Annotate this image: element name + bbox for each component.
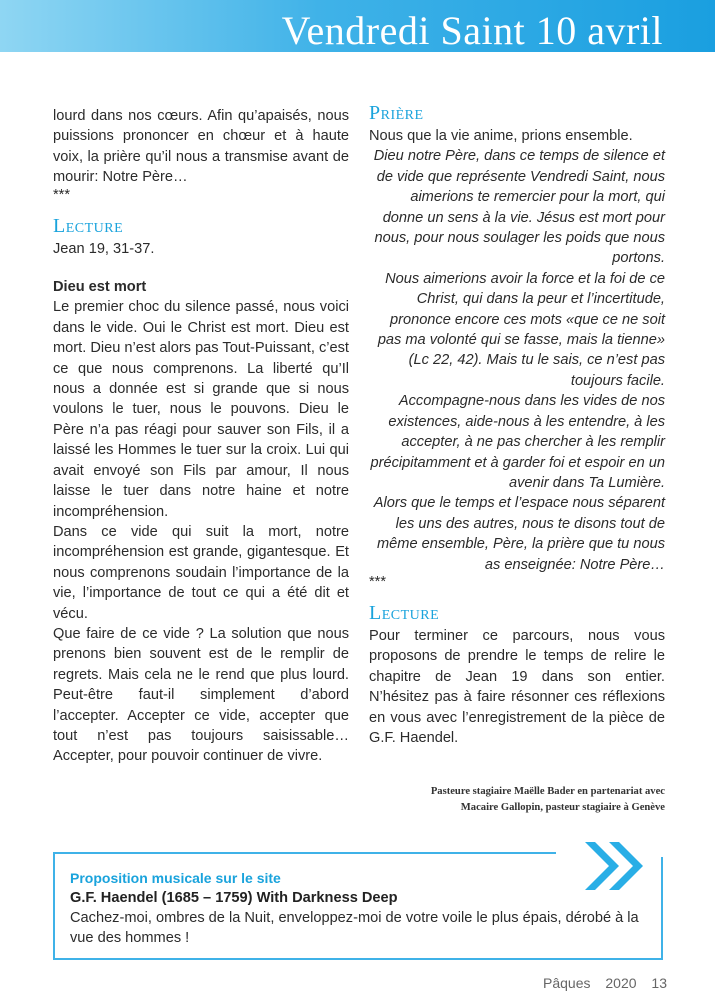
left-column — [53, 106, 349, 767]
chevron-shapes — [583, 838, 653, 894]
lecture-paragraph: Pour terminer ce parcours, nous vous proposons de prendre le temps de relire le chapitre de Jean 19 dans son entier. N’hésitez pas à faire résonner ces réflexions en vous avec l’enregistrement de la pièce de G.F. Haendel. — [369, 627, 665, 746]
body-paragraph: Dans ce vide qui suit la mort, notre incompréhension est grande, gigantesque. Et nous comprenons soudain l’importance de la vie, l’importance de tout ce qui a été dit et vécu. — [53, 523, 349, 622]
lecture-reference: Jean 19, 31-37. — [53, 240, 155, 257]
credit-line: Pasteure stagiaire Maëlle Bader en partenariat avec — [430, 786, 665, 797]
priere-heading: Prière — [369, 102, 424, 124]
separator: *** — [53, 186, 71, 203]
credit-line: Macaire Gallopin, pasteur stagiaire à Genève — [460, 802, 665, 813]
author-credit — [335, 784, 665, 816]
page-footer — [532, 975, 667, 991]
prayer-paragraph: Dieu notre Père, dans ce temps de silence et de vide que représente Vendredi Saint, nous aimerions te remercier pour la mort, qui donne un sens à la vie. Jésus est mort pour nous, pour nous soulager les poids que nous portons. — [373, 148, 665, 267]
lecture-heading: Lecture — [369, 601, 440, 624]
music-box-title: G.F. Haendel (1685 – 1759) With Darkness Deep — [70, 890, 398, 906]
prayer-paragraph: Alors que le temps et l’espace nous séparent les uns des autres, nous te disons tout de même ensemble, Père, la prière que tu nous as enseignée: Notre Père… — [373, 495, 665, 573]
intro-paragraph: lourd dans nos cœurs. Afin qu’apaisés, nous puissions prononcer en chœur et à haute voix, la prière qu’il nous a transmise avant de mourir: Notre Père… — [53, 108, 349, 186]
lecture-heading: Lecture — [53, 214, 124, 237]
music-box-text: Cachez-moi, ombres de la Nuit, enveloppez-moi de votre voile le plus épais, dérobé à la vue des hommes ! — [70, 910, 639, 946]
music-box-content — [70, 868, 649, 948]
body-paragraph: Que faire de ce vide ? La solution que nous prenons bien souvent est de le remplir de regrets. Mais cela ne le rend que plus lourd. Peut-être faut-il simplement d’abord l’accepter. Accepter ce vide, accepter que tout n’est pas toujours saisissable… Accepter, pour pouvoir continuer de vivre. — [53, 625, 349, 765]
music-suggestion-box — [53, 852, 663, 960]
header-banner — [0, 0, 715, 52]
page-number: 13 — [651, 975, 667, 991]
priere-intro: Nous que la vie anime, prions ensemble. — [369, 128, 633, 144]
prayer-paragraph: Nous aimerions avoir la force et la foi de ce Christ, qui dans la peur et l’incertitude, prononce encore ces mots «que ce ne soit pas ma volonté qui se fasse, mais la tienne» (Lc 22, 42). Mais tu le sais, ce n’est pas toujours facile. — [377, 270, 665, 389]
right-column — [369, 102, 665, 748]
publication-year: 2020 — [605, 975, 637, 991]
prayer-paragraph: Accompagne-nous dans les vides de nos existences, aide-nous à les entendre, à les accepter, à ne pas chercher à les remplir précipitamment et à garder foi et espoir en un avenir dans Ta Lumière. — [370, 393, 665, 491]
page-title: Vendredi Saint 10 avril — [281, 8, 663, 52]
separator: *** — [369, 573, 387, 590]
double-chevron-right-icon — [583, 838, 653, 894]
body-paragraph: Le premier choc du silence passé, nous voici dans le vide. Oui le Christ est mort. Dieu est mort. Dieu n’est alors pas Tout-Puissant, c’est ce que nous comprenons. La liberté qu’Il nous a donnée est si grande que si nous voulons le tuer, nous le pouvons. Dieu le Père n’a pas réagi pour sauver son Fils, il a laissé les Hommes le tuer sur la croix. Lui qui avait envoyé son Fils par amour, Il nous laisse le tuer dans notre haine et notre incompréhension. — [53, 299, 349, 520]
publication-name: Pâques — [543, 975, 591, 991]
music-box-label: Proposition musicale sur le site — [70, 870, 281, 886]
subheading-dieu-est-mort: Dieu est mort — [53, 279, 147, 296]
